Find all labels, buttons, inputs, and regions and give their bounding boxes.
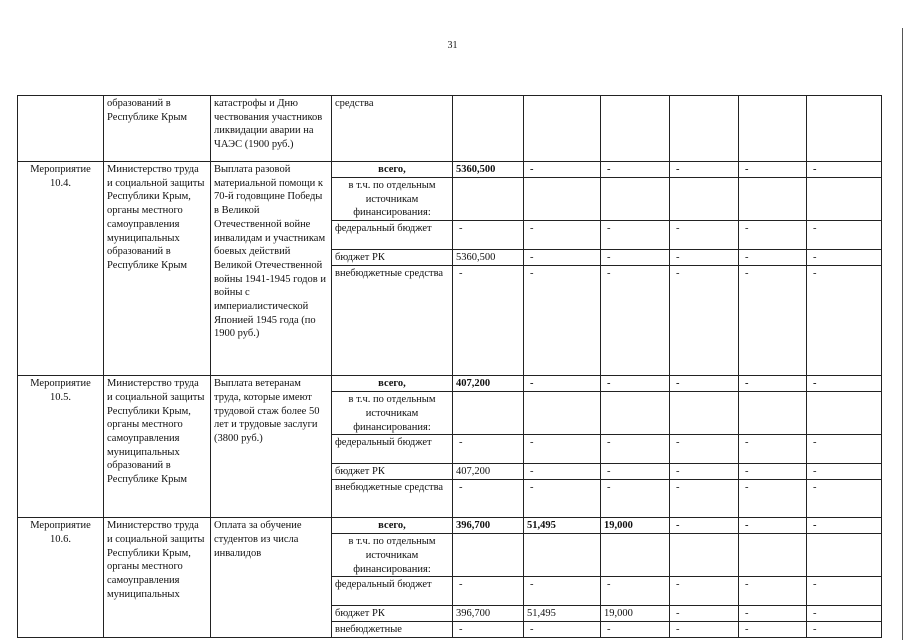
value-cell: - — [601, 622, 670, 638]
value-cell: 5360,500 — [453, 162, 524, 178]
value-cell — [601, 534, 670, 577]
value-cell: - — [670, 221, 739, 250]
value-cell — [670, 96, 739, 162]
value-cell: - — [807, 577, 882, 606]
value-cell: - — [739, 577, 807, 606]
table-row — [18, 376, 882, 392]
program-table — [17, 95, 882, 638]
value-cell: - — [524, 221, 601, 250]
value-cell: - — [524, 464, 601, 480]
value-cell: 396,700 — [453, 518, 524, 534]
value-cell: - — [670, 518, 739, 534]
source-cell: средства — [332, 96, 453, 162]
value-cell: - — [670, 266, 739, 376]
value-cell — [601, 392, 670, 435]
executor-cell: образований в Республике Крым — [104, 96, 211, 162]
value-cell: 51,495 — [524, 606, 601, 622]
value-cell: - — [524, 376, 601, 392]
value-cell: - — [739, 622, 807, 638]
value-cell — [739, 534, 807, 577]
value-cell: - — [739, 435, 807, 464]
page-edge-line — [902, 28, 903, 640]
value-cell: 396,700 — [453, 606, 524, 622]
executor-cell: Министерство труда и социальной защиты Республики Крым, органы местного самоуправления муниципальных образований в Республике Крым — [104, 162, 211, 376]
source-cell: внебюджетные средства — [332, 480, 453, 518]
value-cell: - — [739, 266, 807, 376]
value-cell — [524, 178, 601, 221]
value-cell: - — [807, 435, 882, 464]
value-cell: 19,000 — [601, 518, 670, 534]
description-cell: катастрофы и Дню чествования участников ликвидации аварии на ЧАЭС (1900 руб.) — [211, 96, 332, 162]
value-cell — [601, 178, 670, 221]
value-cell: - — [807, 518, 882, 534]
value-cell: 19,000 — [601, 606, 670, 622]
value-cell — [524, 96, 601, 162]
value-cell: - — [670, 250, 739, 266]
source-cell: бюджет РК — [332, 250, 453, 266]
value-cell: - — [807, 606, 882, 622]
table-row — [18, 518, 882, 534]
value-cell — [453, 534, 524, 577]
value-cell — [807, 392, 882, 435]
source-cell: федеральный бюджет — [332, 577, 453, 606]
source-cell: внебюджетные средства — [332, 266, 453, 376]
source-cell: всего, — [332, 376, 453, 392]
value-cell: - — [807, 162, 882, 178]
value-cell: - — [601, 221, 670, 250]
source-cell: бюджет РК — [332, 464, 453, 480]
value-cell: - — [807, 266, 882, 376]
value-cell — [453, 96, 524, 162]
source-cell: всего, — [332, 518, 453, 534]
value-cell: - — [601, 250, 670, 266]
value-cell — [453, 178, 524, 221]
value-cell: - — [670, 606, 739, 622]
source-cell: бюджет РК — [332, 606, 453, 622]
value-cell: - — [670, 435, 739, 464]
event-cell: Мероприятие 10.6. — [18, 518, 104, 638]
executor-cell: Министерство труда и социальной защиты Республики Крым, органы местного самоуправления муниципальных — [104, 518, 211, 638]
event-cell: Мероприятие 10.5. — [18, 376, 104, 518]
executor-cell: Министерство труда и социальной защиты Республики Крым, органы местного самоуправления муниципальных образований в Республике Крым — [104, 376, 211, 518]
value-cell: - — [807, 480, 882, 518]
value-cell: - — [807, 464, 882, 480]
value-cell: - — [739, 606, 807, 622]
value-cell: - — [739, 162, 807, 178]
value-cell — [807, 96, 882, 162]
value-cell: - — [524, 250, 601, 266]
value-cell: - — [524, 480, 601, 518]
source-cell: федеральный бюджет — [332, 435, 453, 464]
value-cell: - — [601, 266, 670, 376]
value-cell: - — [670, 162, 739, 178]
value-cell: - — [601, 464, 670, 480]
table-row — [18, 96, 882, 162]
value-cell: - — [601, 435, 670, 464]
value-cell — [524, 534, 601, 577]
event-cell: Мероприятие 10.4. — [18, 162, 104, 376]
value-cell: - — [601, 162, 670, 178]
value-cell: - — [670, 464, 739, 480]
value-cell — [670, 534, 739, 577]
value-cell: - — [739, 376, 807, 392]
value-cell — [807, 178, 882, 221]
value-cell: - — [524, 622, 601, 638]
value-cell: - — [807, 250, 882, 266]
value-cell — [453, 392, 524, 435]
value-cell: 5360,500 — [453, 250, 524, 266]
value-cell: - — [670, 480, 739, 518]
description-cell: Выплата разовой материальной помощи к 70-й годовщине Победы в Великой Отечественной войне инвалидам и участникам боевых действий Великой Отечественной войны 1941-1945 годов и войны с империалистической Японией 1945 года (по 1900 руб.) — [211, 162, 332, 376]
value-cell: - — [807, 376, 882, 392]
value-cell: - — [739, 464, 807, 480]
value-cell: - — [524, 577, 601, 606]
value-cell: - — [670, 577, 739, 606]
value-cell — [670, 178, 739, 221]
source-cell: внебюджетные — [332, 622, 453, 638]
value-cell: - — [524, 266, 601, 376]
source-cell: всего, — [332, 162, 453, 178]
value-cell: - — [739, 250, 807, 266]
value-cell — [739, 96, 807, 162]
source-cell: федеральный бюджет — [332, 221, 453, 250]
value-cell: - — [670, 376, 739, 392]
value-cell: - — [524, 435, 601, 464]
value-cell: - — [739, 518, 807, 534]
value-cell: - — [807, 221, 882, 250]
value-cell: 51,495 — [524, 518, 601, 534]
value-cell: - — [453, 577, 524, 606]
page-number: 31 — [447, 40, 458, 51]
value-cell: - — [670, 622, 739, 638]
value-cell: - — [453, 266, 524, 376]
value-cell: - — [453, 435, 524, 464]
value-cell: - — [453, 622, 524, 638]
table-body — [18, 96, 882, 638]
value-cell: - — [807, 622, 882, 638]
event-cell — [18, 96, 104, 162]
source-cell: в т.ч. по отдельным источникам финансирования: — [332, 178, 453, 221]
description-cell: Выплата ветеранам труда, которые имеют трудовой стаж более 50 лет и трудовые заслуги (3800 руб.) — [211, 376, 332, 518]
value-cell: - — [453, 221, 524, 250]
value-cell: - — [739, 480, 807, 518]
source-cell: в т.ч. по отдельным источникам финансирования: — [332, 392, 453, 435]
value-cell — [524, 392, 601, 435]
value-cell — [739, 392, 807, 435]
value-cell: 407,200 — [453, 464, 524, 480]
value-cell — [670, 392, 739, 435]
description-cell: Оплата за обучение студентов из числа инвалидов — [211, 518, 332, 638]
value-cell — [807, 534, 882, 577]
table-row — [18, 162, 882, 178]
value-cell: - — [601, 577, 670, 606]
value-cell: - — [453, 480, 524, 518]
value-cell: - — [739, 221, 807, 250]
value-cell — [739, 178, 807, 221]
source-cell: в т.ч. по отдельным источникам финансирования: — [332, 534, 453, 577]
value-cell: - — [601, 376, 670, 392]
value-cell — [601, 96, 670, 162]
value-cell: - — [601, 480, 670, 518]
value-cell: - — [524, 162, 601, 178]
value-cell: 407,200 — [453, 376, 524, 392]
